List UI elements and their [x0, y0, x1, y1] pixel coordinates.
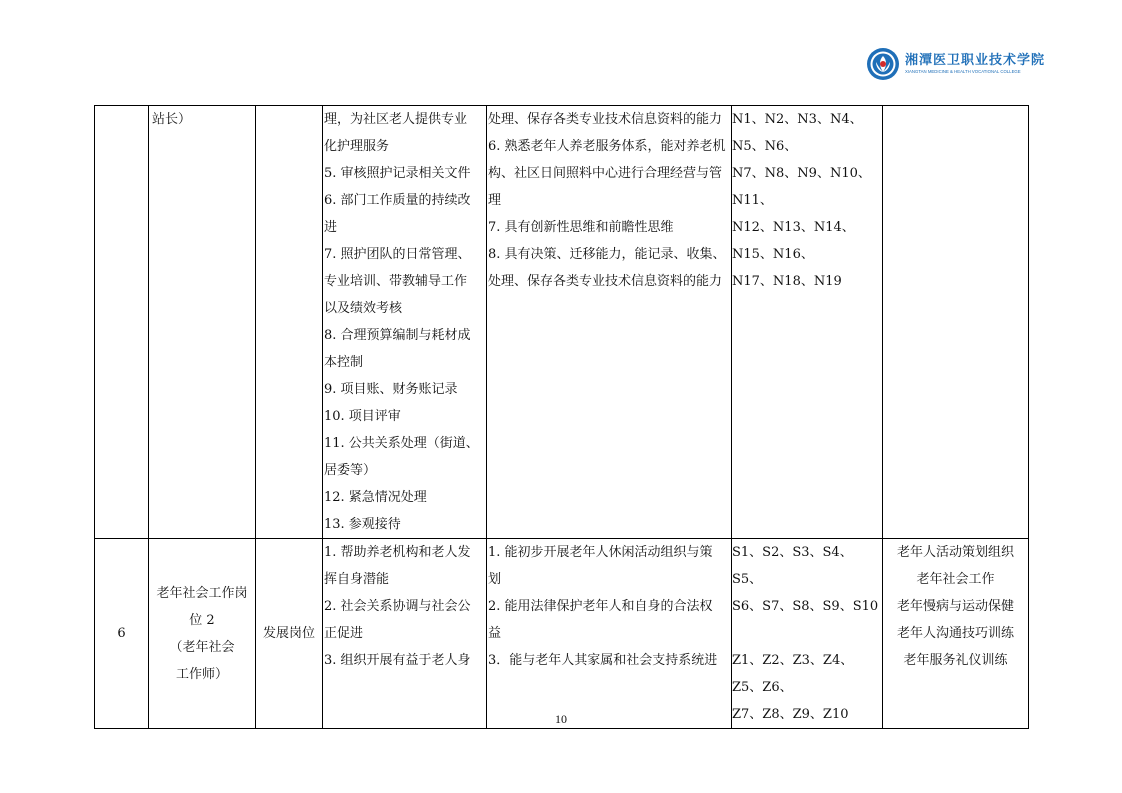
- ability-codes: N1、N2、N3、N4、N5、N6、 N7、N8、N9、N10、N11、 N12、N13、N14、N15、N16、 N17、N18、N19: [732, 112, 871, 289]
- row-number-cell: [95, 106, 149, 539]
- row-number: 6: [117, 626, 126, 641]
- ability-codes-cell: [732, 106, 883, 539]
- college-name-cn: 湘潭医卫职业技术学院: [905, 53, 1046, 68]
- ability-codes-cell: [732, 539, 883, 729]
- page-number: 10: [555, 712, 567, 726]
- ability-codes: S1、S2、S3、S4、S5、 S6、S7、S8、S9、S10 Z1、Z2、Z3、Z4、Z5、Z6、 Z7、Z8、Z9、Z10: [732, 545, 879, 722]
- position-title: 站长）: [152, 112, 192, 127]
- abilities: 处理、保存各类专业技术信息资料的能力 6. 熟悉老年人养老服务体系，能对养老机 构、社区日间照料中心进行合理经营与管 理 7. 具有创新性思维和前瞻性思维 8. 具有决策、迁移能力，能记录、收集、 处理、保存各类专业技术信息资料的能力: [488, 112, 726, 289]
- position-title: 老年社会工作岗 位 2 （老年社会 工作师）: [156, 585, 248, 682]
- table-row: [95, 106, 1029, 539]
- abilities-cell: [487, 539, 732, 729]
- courses-cell: [883, 539, 1029, 729]
- work-tasks-cell: [323, 106, 487, 539]
- position-title-cell: [149, 539, 256, 729]
- job-ability-table: [94, 105, 1029, 729]
- college-emblem-icon: [866, 47, 900, 81]
- table-row: [95, 539, 1029, 729]
- position-title-cell: [149, 106, 256, 539]
- college-name-en: XIANGTAN MEDICINE & HEALTH VOCATIONAL COLLEGE: [905, 69, 1021, 74]
- work-tasks: 理，为社区老人提供专业 化护理服务 5. 审核照护记录相关文件 6. 部门工作质量的持续改 进 7. 照护团队的日常管理、 专业培训、带教辅导工作 以及绩效考核 8. 合理预算编制与耗材成 本控制 9. 项目账、财务账记录 10. 项目评审 11. 公共关系处理（街道、 居委等） 12. 紧急情况处理 13. 参观接待: [324, 112, 479, 532]
- position-type-cell: [256, 539, 323, 729]
- courses-cell: [883, 106, 1029, 539]
- position-type: 发展岗位: [262, 626, 315, 641]
- courses: 老年人活动策划组织 老年社会工作 老年慢病与运动保健 老年人沟通技巧训练 老年服务礼仪训练: [896, 545, 1014, 668]
- position-type-cell: [256, 106, 323, 539]
- college-logo: [866, 46, 1045, 82]
- work-tasks-cell: [323, 539, 487, 729]
- row-number-cell: [95, 539, 149, 729]
- abilities: 1. 能初步开展老年人休闲活动组织与策 划 2. 能用法律保护老年人和自身的合法权 益 3．能与老年人其家属和社会支持系统进: [488, 545, 718, 668]
- abilities-cell: [487, 106, 732, 539]
- work-tasks: 1. 帮助养老机构和老人发 挥自身潜能 2. 社会关系协调与社会公 正促进 3. 组织开展有益于老人身: [324, 545, 471, 668]
